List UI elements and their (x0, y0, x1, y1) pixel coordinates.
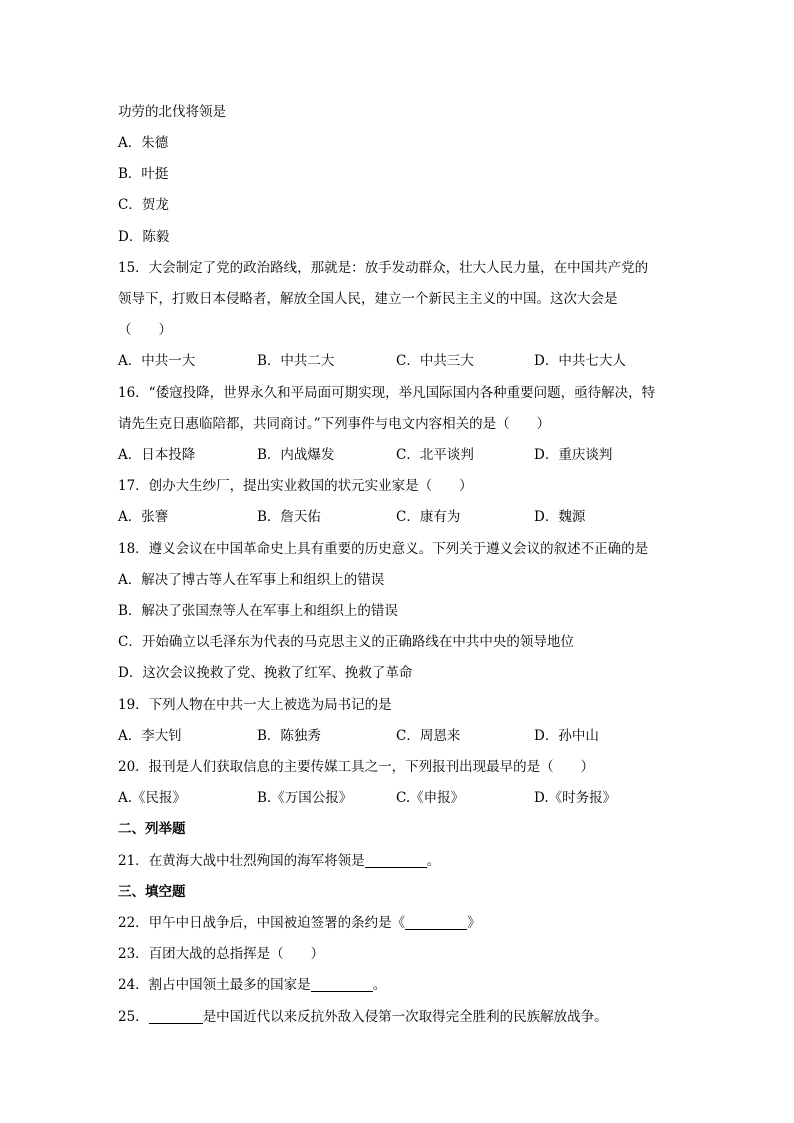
q20-option-a: A.《民报》 (118, 790, 187, 806)
q15-option-b: B．中共二大 (257, 353, 335, 369)
q19-option-d: D．孙中山 (534, 728, 599, 744)
q24-stem: 24．割占中国领土最多的国家是 (118, 977, 311, 993)
q19-option-b: B．陈独秀 (257, 728, 321, 744)
q19-stem: 19．下列人物在中共一大上被选为局书记的是 (118, 697, 392, 713)
q18-option-d: D．这次会议挽救了党、挽救了红军、挽救了革命 (118, 665, 413, 681)
q14-option-b: B．叶挺 (118, 166, 169, 182)
q22-answer-blank[interactable] (405, 915, 467, 930)
q15-stem-line1: 15．大会制定了党的政治路线，那就是：放手发动群众，壮大人民力量，在中国共产党的 (118, 260, 649, 276)
q22-line (118, 914, 481, 932)
q14-stem-continued: 功劳的北伐将领是 (118, 104, 226, 120)
section-3-heading: 三、填空题 (118, 884, 186, 900)
q25-line (118, 1008, 608, 1026)
q22-stem-end: 》 (467, 915, 481, 931)
q16-option-c: C．北平谈判 (396, 447, 474, 463)
q21-stem-end: 。 (426, 853, 441, 869)
q18-stem: 18．遵义会议在中国革命史上具有重要的历史意义。下列关于遵义会议的叙述不正确的是 (118, 541, 649, 557)
q25-stem: 是中国近代以来反抗外敌入侵第一次取得完全胜利的民族解放战争。 (202, 1009, 608, 1025)
q24-answer-blank[interactable] (311, 977, 373, 992)
q20-option-b: B.《万国公报》 (257, 790, 353, 806)
q23-stem: 23．百团大战的总指挥是（ ） (118, 946, 325, 962)
q18-option-a: A．解决了博古等人在军事上和组织上的错误 (118, 572, 385, 588)
q16-stem-line2: 请先生克日惠临陪都，共同商讨。”下列事件与电文内容相关的是（ ） (118, 416, 551, 432)
q19-option-c: C．周恩来 (396, 728, 461, 744)
q22-stem: 22．甲午中日战争后，中国被迫签署的条约是《 (118, 915, 406, 931)
q18-option-b: B．解决了张国焘等人在军事上和组织上的错误 (118, 603, 398, 619)
q14-option-a: A．朱德 (118, 135, 169, 151)
q16-option-a: A．日本投降 (118, 447, 196, 463)
q20-option-c: C.《申报》 (396, 790, 465, 806)
q14-option-c: C．贺龙 (118, 197, 169, 213)
q15-stem-line2: 领导下，打败日本侵略者，解放全国人民，建立一个新民主主义的中国。这次大会是 (118, 291, 618, 307)
q15-option-d: D．中共七大人 (534, 353, 626, 369)
q21-line (118, 852, 440, 870)
q17-option-b: B．詹天佑 (257, 509, 321, 525)
q21-answer-blank[interactable] (365, 853, 427, 868)
q17-option-d: D．魏源 (534, 509, 586, 525)
q20-stem: 20．报刊是人们获取信息的主要传媒工具之一，下列报刊出现最早的是（ ） (118, 759, 595, 775)
q17-option-a: A．张謇 (118, 509, 169, 525)
q17-stem: 17．创办大生纱厂，提出实业救国的状元实业家是（ ） (118, 478, 473, 494)
q14-option-d: D．陈毅 (118, 229, 170, 245)
q16-option-d: D．重庆谈判 (534, 447, 613, 463)
q24-stem-end: 。 (372, 977, 387, 993)
q19-option-a: A．李大钊 (118, 728, 182, 744)
q16-stem-line1: 16．“倭寇投降，世界永久和平局面可期实现，举凡国际国内各种重要问题，亟待解决，特 (118, 385, 656, 401)
q18-option-c: C．开始确立以毛泽东为代表的马克思主义的正确路线在中共中央的领导地位 (118, 634, 574, 650)
q25-number: 25． (118, 1009, 149, 1025)
q25-answer-blank[interactable] (149, 1009, 203, 1024)
q15-stem-line3: （ ） (118, 322, 172, 338)
section-2-heading: 二、列举题 (118, 821, 186, 837)
q24-line (118, 976, 386, 994)
q20-option-d: D.《时务报》 (534, 790, 617, 806)
q21-stem: 21．在黄海大战中壮烈殉国的海军将领是 (118, 853, 365, 869)
q15-option-c: C．中共三大 (396, 353, 474, 369)
q17-option-c: C．康有为 (396, 509, 461, 525)
q16-option-b: B．内战爆发 (257, 447, 335, 463)
q15-option-a: A．中共一大 (118, 353, 196, 369)
